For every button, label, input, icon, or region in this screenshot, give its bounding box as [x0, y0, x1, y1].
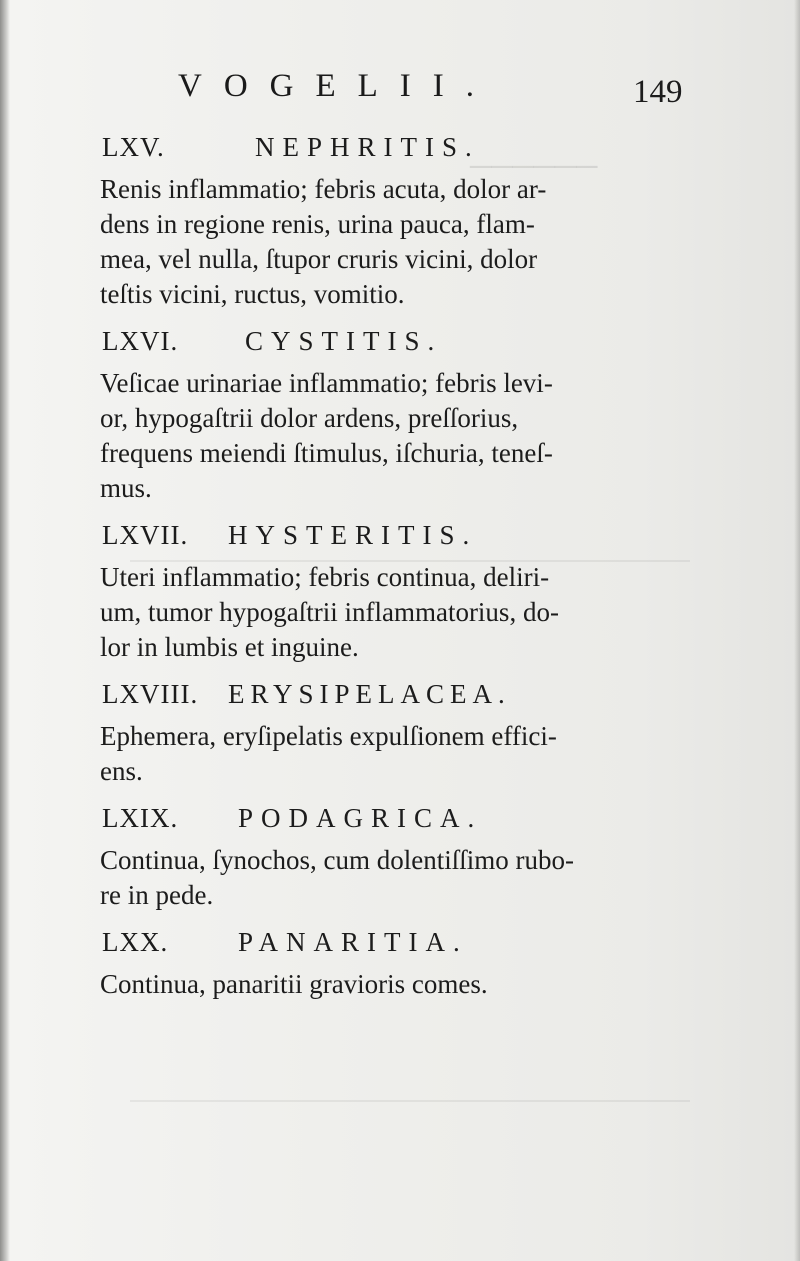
entry-heading	[100, 925, 720, 967]
entry-title: ERYSIPELACEA.	[228, 679, 511, 709]
entry-podagrica	[100, 801, 720, 913]
page-number: 149	[633, 74, 683, 110]
entry-heading	[100, 324, 720, 366]
entry-description	[100, 719, 720, 789]
text-line: Renis inflammatio; febris acuta, dolor ar-	[100, 174, 547, 204]
entry-numeral: LXVIII.	[102, 679, 199, 709]
entry-title: PANARITIA.	[238, 927, 468, 957]
entry-description	[100, 366, 720, 506]
entry-numeral: LXV.	[102, 132, 165, 162]
entry-nephritis	[100, 130, 720, 312]
entry-description	[100, 560, 720, 665]
text-block	[100, 130, 720, 1014]
text-line: re in pede.	[100, 880, 214, 910]
text-line: Uteri inflammatio; febris continua, deliri-	[100, 562, 550, 592]
entry-numeral: LXIX.	[102, 803, 179, 833]
running-head	[0, 68, 800, 118]
running-title: VOGELII.	[178, 68, 497, 104]
text-line: mea, vel nulla, ſtupor cruris vicini, dolor	[100, 244, 538, 274]
entry-heading	[100, 130, 720, 172]
entry-heading	[100, 801, 720, 843]
entry-numeral: LXVI.	[102, 326, 179, 356]
entry-heading	[100, 677, 720, 719]
text-line: lor in lumbis et inguine.	[100, 632, 359, 662]
text-line: Ephemera, eryſipelatis expulſionem effici-	[100, 721, 557, 751]
text-line: um, tumor hypogaſtrii inflammatorius, do-	[100, 597, 559, 627]
text-line: Veſicae urinariae inflammatio; febris levi-	[100, 368, 553, 398]
entry-panaritia	[100, 925, 720, 1002]
text-line: ens.	[100, 756, 143, 786]
entry-title: PODAGRICA.	[238, 803, 483, 833]
text-line: Continua, panaritii gravioris comes.	[100, 969, 488, 999]
bleed-through-texture	[130, 1100, 690, 1102]
text-line: or, hypogaſtrii dolor ardens, preſſorius,	[100, 403, 519, 433]
entry-hysteritis	[100, 518, 720, 665]
text-line: teſtis vicini, ructus, vomitio.	[100, 279, 405, 309]
entry-numeral: LXX.	[102, 927, 169, 957]
entry-title: CYSTITIS.	[245, 326, 443, 356]
entry-heading	[100, 518, 720, 560]
text-line: mus.	[100, 473, 152, 503]
entry-title: HYSTERITIS.	[228, 520, 478, 550]
entry-erysipelacea	[100, 677, 720, 789]
page-left-edge-shadow	[0, 0, 10, 1261]
entry-numeral: LXVII.	[102, 520, 189, 550]
entry-description	[100, 843, 720, 913]
entry-description	[100, 967, 720, 1002]
bleed-through-texture: ──────	[470, 150, 598, 183]
page-right-edge-shadow	[794, 0, 800, 1261]
text-line: Continua, ſynochos, cum dolentiſſimo rubo-	[100, 845, 574, 875]
text-line: frequens meiendi ſtimulus, iſchuria, teneſ-	[100, 438, 553, 468]
entry-title: NEPHRITIS.	[255, 132, 480, 162]
entry-cystitis	[100, 324, 720, 506]
text-line: dens in regione renis, urina pauca, flam-	[100, 209, 535, 239]
entry-description	[100, 172, 720, 312]
